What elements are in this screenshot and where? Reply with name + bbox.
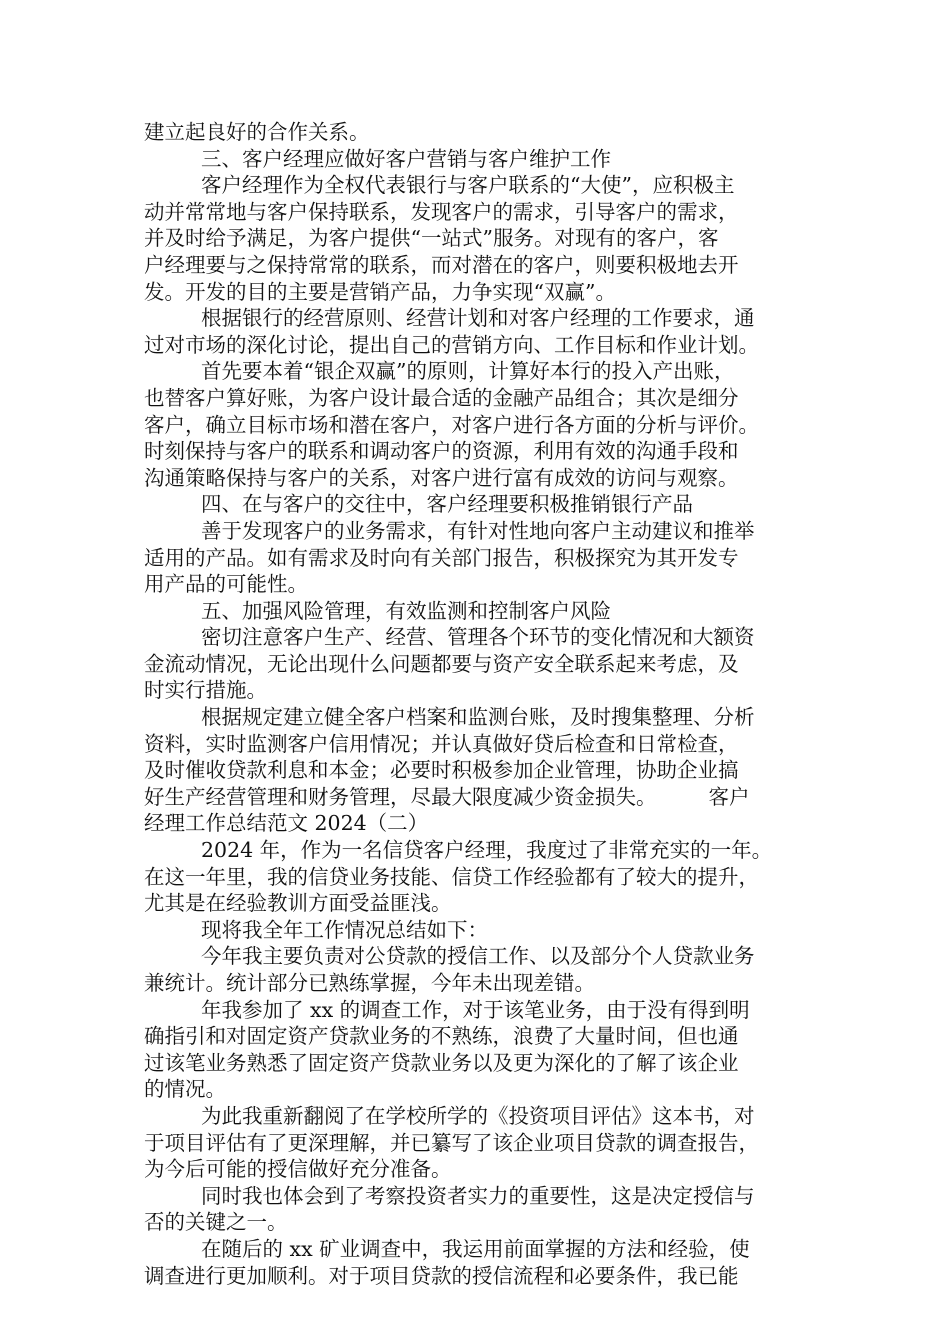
text-line-content: 客户经理作为全权代表银行与客户联系的“大使”，应积极主 — [201, 173, 735, 198]
text-line-content: 确指引和对固定资产贷款业务的不熟练，浪费了大量时间，但也通 — [144, 1024, 739, 1049]
text-line-content: 动并常常地与客户保持联系，发现客户的需求，引导客户的需求， — [144, 199, 739, 224]
text-line — [144, 252, 804, 279]
text-line — [144, 757, 804, 784]
text-line — [144, 146, 804, 173]
text-line-content: 资料，实时监测客户信用情况；并认真做好贷后检查和日常检查， — [144, 731, 739, 756]
text-line-content: 沟通策略保持与客户的关系，对客户进行富有成效的访问与观察。 — [144, 465, 739, 490]
text-line — [144, 412, 804, 439]
text-line — [144, 305, 804, 332]
text-line — [144, 598, 804, 625]
text-line-content: 于项目评估有了更深理解，并已纂写了该企业项目贷款的调查报告， — [144, 1130, 759, 1155]
text-line-content: 客户，确立目标市场和潜在客户，对客户进行各方面的分析与评价。 — [144, 412, 759, 437]
text-line-content: 善于发现客户的业务需求，有针对性地向客户主动建议和推举 — [201, 518, 755, 543]
text-line — [144, 704, 804, 731]
text-line-content: 过该笔业务熟悉了固定资产贷款业务以及更为深化的了解了该企业 — [144, 1050, 739, 1075]
text-line-content: 经理工作总结范文 2024（二） — [144, 811, 429, 836]
text-line — [144, 545, 804, 572]
text-line — [144, 199, 804, 226]
text-line — [144, 385, 804, 412]
text-line — [144, 1130, 804, 1157]
text-line-content: 用产品的可能性。 — [144, 572, 308, 597]
text-line-content: 根据规定建立健全客户档案和监测台账，及时搜集整理、分析 — [201, 705, 755, 730]
text-line — [144, 837, 804, 864]
text-line-content: 时刻保持与客户的联系和调动客户的资源，利用有效的沟通手段和 — [144, 439, 739, 464]
text-line — [144, 810, 804, 837]
text-line-content: 同时我也体会到了考察投资者实力的重要性，这是决定授信与 — [201, 1183, 755, 1208]
text-line-content: 兼统计。统计部分已熟练掌握，今年未出现差错。 — [144, 971, 595, 995]
text-line-content: 尤其是在经验教训方面受益匪浅。 — [144, 891, 452, 916]
text-line — [144, 1076, 804, 1103]
text-line — [144, 1156, 804, 1183]
text-line — [144, 1209, 804, 1236]
text-line-content: 好生产经营管理和财务管理，尽最大限度减少资金损失。 — [144, 784, 657, 809]
text-line-content: 三、客户经理应做好客户营销与客户维护工作 — [201, 146, 611, 171]
text-line — [144, 119, 804, 146]
text-line-content: 户经理要与之保持常常的联系，而对潜在的客户，则要积极地去开 — [144, 252, 739, 277]
text-line-content: 并及时给予满足，为客户提供“一站式”服务。对现有的客户，客 — [144, 226, 719, 251]
text-line-content: 密切注意客户生产、经营、管理各个环节的变化情况和大额资 — [201, 625, 755, 650]
text-line-content: 为今后可能的授信做好充分准备。 — [144, 1157, 452, 1182]
text-line — [144, 890, 804, 917]
text-line — [144, 465, 804, 492]
text-line-content: 年我参加了 xx 的调查工作，对于该笔业务，由于没有得到明 — [201, 997, 750, 1022]
text-line — [144, 943, 804, 970]
text-line — [144, 1050, 804, 1077]
text-line — [144, 279, 804, 306]
text-line — [144, 1236, 804, 1263]
text-line-content: 否的关键之一。 — [144, 1210, 288, 1235]
text-line — [144, 518, 804, 545]
text-line-content: 在随后的 xx 矿业调查中，我运用前面掌握的方法和经验，使 — [201, 1236, 750, 1261]
text-line — [144, 225, 804, 252]
text-line — [144, 332, 804, 359]
document-body — [144, 119, 804, 1289]
text-line-content: 的情况。 — [144, 1077, 226, 1102]
text-line — [144, 651, 804, 678]
text-line — [144, 491, 804, 518]
text-line — [144, 571, 804, 598]
text-line-content: 现将我全年工作情况总结如下： — [201, 917, 488, 942]
text-line — [144, 624, 804, 651]
text-line-content: 发。开发的目的主要是营销产品，力争实现“双赢”。 — [144, 279, 616, 304]
text-line-content: 今年我主要负责对公贷款的授信工作、以及部分个人贷款业务 — [201, 944, 755, 969]
text-line-content: 也替客户算好账，为客户设计最合适的金融产品组合；其次是细分 — [144, 385, 739, 410]
text-line — [144, 970, 804, 997]
text-line — [144, 358, 804, 385]
text-line-content: 时实行措施。 — [144, 678, 267, 703]
text-line — [144, 997, 804, 1024]
text-line — [144, 784, 804, 811]
text-line — [144, 438, 804, 465]
text-line — [144, 1263, 804, 1290]
text-line — [144, 1183, 804, 1210]
text-line-content: 过对市场的深化讨论，提出自己的营销方向、工作目标和作业计划。 — [144, 332, 759, 357]
text-line — [144, 1023, 804, 1050]
text-line-continuation: 客户 — [708, 784, 750, 809]
text-line-content: 为此我重新翻阅了在学校所学的《投资项目评估》这本书，对 — [201, 1103, 755, 1128]
text-line — [144, 917, 804, 944]
text-line-content: 2024 年，作为一名信贷客户经理，我度过了非常充实的一年。 — [201, 838, 773, 863]
text-line — [144, 864, 804, 891]
text-line-content: 调查进行更加顺利。对于项目贷款的授信流程和必要条件，我已能 — [144, 1263, 739, 1288]
text-line-content: 五、加强风险管理，有效监测和控制客户风险 — [201, 598, 611, 623]
text-line — [144, 172, 804, 199]
text-line — [144, 1103, 804, 1130]
text-line-content: 及时催收贷款利息和本金；必要时积极参加企业管理，协助企业搞 — [144, 758, 739, 783]
text-line-content: 首先要本着“银企双赢”的原则，计算好本行的投入产出账， — [201, 359, 735, 384]
text-line-content: 建立起良好的合作关系。 — [144, 120, 370, 144]
text-line — [144, 731, 804, 758]
text-line-content: 在这一年里，我的信贷业务技能、信贷工作经验都有了较大的提升， — [144, 864, 759, 889]
text-line-content: 金流动情况，无论出现什么问题都要与资产安全联系起来考虑，及 — [144, 651, 739, 676]
text-line-content: 根据银行的经营原则、经营计划和对客户经理的工作要求，通 — [201, 306, 755, 331]
text-line-content: 四、在与客户的交往中，客户经理要积极推销银行产品 — [201, 492, 693, 517]
text-line-content: 适用的产品。如有需求及时向有关部门报告，积极探究为其开发专 — [144, 545, 739, 570]
text-line — [144, 677, 804, 704]
